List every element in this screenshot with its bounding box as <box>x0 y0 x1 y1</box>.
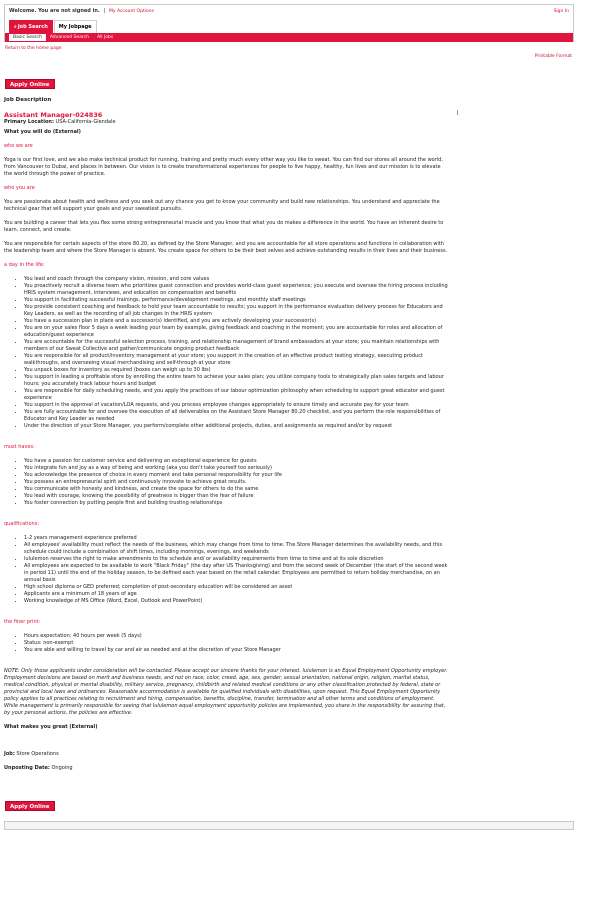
unposting-date-value: Ongoing <box>51 765 73 771</box>
apply-online-button[interactable]: Apply Online <box>5 79 55 89</box>
job-field <box>4 751 450 758</box>
tab-my-jobpage-label: My Jobpage <box>58 24 92 30</box>
list-item: • You are able and willing to travel by car and air as needed and at the discretion of your Store Manager <box>24 647 450 654</box>
subnav-basic-search[interactable]: Basic Search <box>9 34 46 41</box>
list-item: • You communicate with honesty and kindness, and create the space for others to do the same <box>24 486 450 493</box>
finer-print-list <box>4 633 450 654</box>
list-item: • You are responsible for daily scheduling needs, and you apply the practices of our labour optimization philosophy when scheduling to support great educator and guest experience <box>24 388 450 402</box>
who-you-are-heading: who you are <box>4 185 35 191</box>
who-you-are-paragraph: You are passionate about health and wellness and you seek out any chance you get to know your community and build new relationships. You understand and appreciate the technical gear that will support your goals and your sweatiest pursuits. <box>4 199 440 212</box>
list-item: • You acknowledge the presence of choice in every moment and take personal responsibility for your life <box>24 472 450 479</box>
tab-my-jobpage[interactable] <box>54 20 97 33</box>
job-field-value: Store Operations <box>16 751 59 757</box>
job-description-heading: Job Description <box>4 97 52 103</box>
subnav-all-jobs[interactable]: All Jobs <box>96 35 114 40</box>
list-item: • Under the direction of your Store Manager, you perform/complete other additional projects, duties, and assignments as required and/or by request <box>24 423 450 430</box>
list-item: • You lead and coach through the company vision, mission, and core values <box>24 276 450 283</box>
footer-bar <box>4 821 574 830</box>
day-in-life-list <box>4 276 450 430</box>
my-account-options-link[interactable]: My Account Options <box>108 9 154 14</box>
list-item: • lululemon reserves the right to make amendments to the schedule and/ or availability requirements from time to time and at its sole discretion <box>24 556 450 563</box>
list-item: • You foster connection by putting people first and building trusting relationships <box>24 500 450 507</box>
list-item: • You have a succession plan in place and a successor(s) identified, and you are actively developing your successor(s) <box>24 318 450 325</box>
list-item: • You provide consistent coaching and feedback to hold your team accountable to results; you support in the performance evaluation delivery process for Educators and Key Leaders, as well as the recording of all job changes in the HRIS system <box>24 304 450 318</box>
list-item: • You support in the approval of vacation/LOA requests, and you process employee changes appropriately to ensure timely and accurate pay for your team <box>24 402 450 409</box>
list-item: • You support in facilitating successful trainings, performance/development meetings, and monthly staff meetings <box>24 297 450 304</box>
subnav-advanced-search[interactable]: Advanced Search <box>49 35 89 40</box>
eeo-note: NOTE: Only those applicants under consideration will be contacted. Please accept our sincere thanks for your interest. lululemon is an Equal Employment Opportunity employer. Employment decisions are based on merit and business needs, and not on race, color, creed, age, sex, gender, sexual orientation, national origin, religion, marital status, medical condition, physical or mental disability, military service, pregnancy, childbirth and related medical conditions or any other classification protected by federal, state or provincial and local laws and ordinances. Reasonable accommodation is available for qualified individuals with disabilities, upon request. This Equal Employment Opportunity policy applies to all practices relating to recruitment and hiring, compensation, benefits, discipline, transfer, termination and all other terms and conditions of employment. While management is primarily responsible for seeing that lululemon equal employment opportunity policies are implemented, you share in the responsibility for assuring that, by your personal actions, the policies are effective. <box>4 668 448 716</box>
job-title: Assistant Manager-024836 <box>4 111 103 119</box>
apply-online-button-bottom[interactable]: Apply Online <box>5 801 55 811</box>
welcome-text: Welcome. You are not signed in. <box>9 8 100 14</box>
list-item: • Hours expectation: 40 hours per week (5 days) <box>24 633 450 640</box>
list-item: • You support in leading a profitable store by enrolling the entire team to achieve your sales plan; you utilize company tools to strategically plan sales targets and labour hours; you accurately track labour hours and budget <box>24 374 450 388</box>
list-item: • All employees' availability must reflect the needs of the business, which may change from time to time. The Store Manager determines the availability needs, and this schedule could include a combination of shift times, including mornings, evenings, and weekends <box>24 542 450 556</box>
list-item: • You have a passion for customer service and delivering an exceptional experience for guests <box>24 458 450 465</box>
what-makes-you-great-heading: What makes you great (External) <box>4 724 98 730</box>
list-item: • You integrate fun and joy as a way of being and working (aka you don't take yourself too seriously) <box>24 465 450 472</box>
job-field-label: Job: <box>4 751 15 757</box>
qualifications-list <box>4 535 450 605</box>
who-you-are-paragraph: You are responsible for certain aspects of the store 80.20, as defined by the Store Manager, and you are accountable for all store operations and functions in collaboration with the leadership team and where the Store Manager is absent. You create space for others to be their best selves and achieve outstanding results in their lives and their business. <box>4 241 448 254</box>
list-item: • High school diploma or GED preferred; completion of post-secondary education will be considered an asset <box>24 584 450 591</box>
list-item: • You are responsible for all product/inventory management at your store; you support in the creation of an effective product testing strategy, executing product walkthroughs, and overseeing visual merchandising and self-through at your store <box>24 353 450 367</box>
tab-job-search[interactable] <box>9 20 53 33</box>
list-item: • You are accountable for the successful selection process, training, and relationship management of brand ambassadors at your store; you maintain relationships with members of our Sweat Collective and gather/communicate ongoing product feedback <box>24 339 450 353</box>
site-header <box>4 4 574 42</box>
what-you-will-do-heading: What you will do (External) <box>4 129 81 135</box>
list-item: • Working knowledge of MS Office (Word, Excel, Outlook and PowerPoint) <box>24 598 450 605</box>
list-item: • You are fully accountable for and oversee the execution of all deliverables on the Assistant Store Manager 80.20 checklist, and you perform the role responsibilities of Educator and Key Leader as needed <box>24 409 450 423</box>
list-item: • You proactively recruit a diverse team who prioritizes guest connection and provides world-class guest experience; you execute and oversee the hiring process including HRIS system management, interviews, and education on compensation and benefits <box>24 283 450 297</box>
list-item: • You possess an entrepreneurial spirit and continuously innovate to achieve great results. <box>24 479 450 486</box>
who-you-are-paragraph: You are building a career that lets you flex some strong entrepreneurial muscle and you know that what you do makes a difference in the world. You have an inherent desire to learn, connect, and create. <box>4 220 444 233</box>
main-tabs <box>9 20 98 33</box>
list-item: • Status: non-exempt <box>24 640 450 647</box>
qualifications-heading: qualifications: <box>4 521 40 527</box>
unposting-date <box>4 765 450 772</box>
list-item: • All employees are expected to be available to work "Black Friday" (the day after US Thanksgiving) and from the second week of December (the start of the second week in period 11) until the end of the holiday season, to be defined each year based on the retail calendar. Employees are permitted to return holiday merchandise, on an annual basis <box>24 563 450 584</box>
list-item: • You are on your sales floor 5 days a week leading your team by example, giving feedback and coaching in the moment; you are accountable for roles and allocation of education/guest experience <box>24 325 450 339</box>
must-haves-list <box>4 458 450 507</box>
primary-location-value: USA-California-Glendale <box>55 119 116 125</box>
primary-location <box>4 119 450 126</box>
printable-format-link[interactable]: Printable Format <box>534 54 572 59</box>
unposting-date-label: Unposting Date: <box>4 765 50 771</box>
list-item: • You lead with courage, knowing the possibility of greatness is bigger than the fear of failure <box>24 493 450 500</box>
list-item: • You unpack boxes for inventory as required (boxes can weigh up to 30 lbs) <box>24 367 450 374</box>
must-haves-heading: must haves: <box>4 444 35 450</box>
magnifier-icon: ⌕ <box>14 24 17 30</box>
tab-job-search-label: Job Search <box>17 24 48 30</box>
list-item: • Applicants are a minimum of 18 years of age <box>24 591 450 598</box>
list-item: • 1-2 years management experience preferred <box>24 535 450 542</box>
who-we-are-heading: who we are <box>4 143 33 149</box>
job-content <box>4 111 450 772</box>
welcome-bar <box>9 8 154 15</box>
sub-navigation <box>5 33 573 42</box>
return-home-link[interactable]: Return to the home page <box>5 46 62 51</box>
column-divider <box>457 110 458 115</box>
finer-print-heading: the finer print: <box>4 619 41 625</box>
header-separator: | <box>103 8 106 14</box>
day-in-life-heading: a day in the life: <box>4 262 45 268</box>
primary-location-label: Primary Location: <box>4 119 54 125</box>
sign-in-link[interactable]: Sign In <box>553 9 569 14</box>
who-we-are-text: Yoga is our first love, and we also make technical product for running, training and pretty much every other way you like to sweat. You can find our stores all around the world, from Vancouver to Dubai, and places in between. Our vision is to create transformational experiences for people to live happy, healthy, fun lives and our mission is to elevate the world through the power of practice. <box>4 157 443 177</box>
